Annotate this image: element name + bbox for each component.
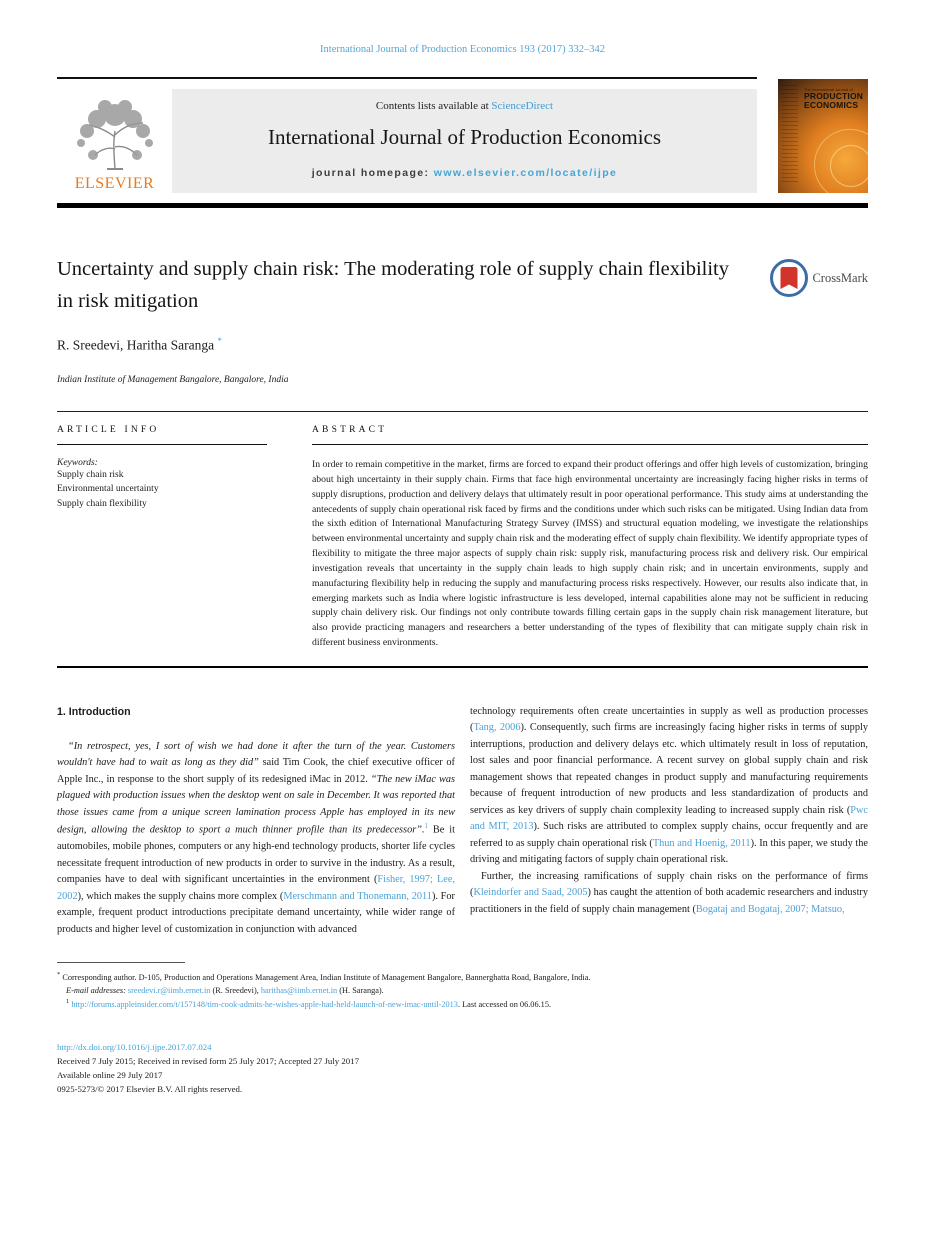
body-left-column	[57, 704, 455, 938]
doi-link[interactable]: http://dx.doi.org/10.1016/j.ijpe.2017.07.024	[57, 1042, 212, 1053]
cover-title-line1: PRODUCTION	[804, 91, 864, 101]
quote-text: “In retrospect, yes, I sort of wish we had done it after the turn of the year. Customers wouldn't have had to wait as long as they did”	[57, 740, 455, 769]
footnote-1-ref[interactable]: 1	[424, 822, 429, 831]
citation-link[interactable]: Thun and Hoenig, 2011	[652, 837, 751, 849]
crossmark-badge[interactable]	[770, 258, 868, 298]
article-title: Uncertainty and supply chain risk: The moderating role of supply chain flexibility in risk mitigation	[57, 258, 729, 312]
footnote-1	[57, 997, 868, 1012]
abstract-text: In order to remain competitive in the market, firms are forced to expand their product offerings and offer high levels of customization, bringing about high uncertainty in their supply chain. Firms that face high environmental uncertainty are increasingly facing higher risks in terms of supply disruptions, production and delivery delays that ultimately result in poor operational performance. This study aims at understanding the antecedents of supply chain operational risk faced by firms and the conditions under which such risks can be mitigated. Using Indian data from the sixth edition of International Manufacturing Strategy Survey (IMSS) and structural equation modeling, we investigate the relationships between environmental uncertainty and supply chain risk and the moderating effect of supply chain flexibility. We identify appropriate types of flexibility to mitigate the three major aspects of supply chain risk: supply risk, manufacturing process risk and delivery risk. Our empirical investigation reveals that uncertainty in the supply chain leads to high supply chain risk; and in uncertain environments, supply and manufacturing flexibility help in reducing the supply and manufacturing process risks respectively. However, our results also indicate that, in emerging markets such as India where logistic infrastructure is less developed, internal capabilities alone may not be sufficient in reducing supply chain delivery risk. Our findings not only contribute towards filling certain gaps in the supply chain risk management literature, but also provide practicing managers and researchers a better understanding of the types of flexibility that can mitigate supply chain risk in different business environments.	[312, 459, 868, 649]
email-link[interactable]: harithas@iimb.ernet.in	[260, 985, 338, 995]
available-online-line: Available online 29 July 2017	[57, 1070, 163, 1081]
journal-banner	[172, 89, 757, 193]
journal-cover-thumbnail[interactable]	[778, 79, 868, 193]
asterisk-mark: *	[57, 970, 61, 978]
citation-link[interactable]: Pwc and MIT, 2013	[470, 804, 868, 833]
intro-paragraph-1-continued	[470, 704, 868, 869]
title-zone	[57, 254, 868, 318]
elsevier-tree-icon	[73, 97, 157, 173]
citation-link[interactable]: Bogataj and Bogataj, 2007; Matsuo,	[695, 903, 845, 915]
contents-prefix: Contents lists available at	[375, 100, 492, 112]
abstract-header: ABSTRACT	[312, 425, 388, 436]
email-label: E-mail addresses:	[66, 985, 128, 995]
intro-paragraph-1	[57, 739, 455, 938]
email-footnote	[57, 985, 868, 998]
intro-paragraph-2	[470, 869, 868, 918]
article-info-column	[57, 425, 267, 651]
section-divider-rule	[57, 411, 868, 412]
cover-title-line2: ECONOMICS	[804, 99, 859, 110]
keyword-item: Supply chain flexibility	[57, 498, 147, 509]
journal-header	[57, 79, 868, 193]
body-text: ). In this paper, we study the driving and mitigating factors of supply chain operational risk.	[470, 837, 868, 866]
footnote-text: . Last accessed on 06.06.15.	[457, 1000, 552, 1010]
author-names: R. Sreedevi, Haritha Saranga	[57, 337, 215, 353]
footnote-url-link[interactable]: http://forums.appleinsider.com/t/157148/tim-cook-admits-he-wishes-apple-had-held-launch-of-new-imac-until-2013	[71, 1000, 458, 1010]
keywords-label: Keywords:	[57, 458, 98, 469]
homepage-prefix: journal homepage:	[311, 167, 434, 179]
footnote-1-mark: 1	[66, 998, 70, 1006]
body-text: said Tim Cook, the chief executive officer of Apple Inc., in response to the short supply of its redesigned iMac in 2012.	[57, 757, 455, 785]
abstract-bottom-rule	[57, 666, 868, 668]
cover-title-block	[804, 87, 865, 110]
quote-text: “The new iMac was plagued with production issues when the desktop went on sale in December. It was reported that those issues came from a unique screen lamination process Apple has employed in its new design, allowing the desktop to sport a much thinner profile than its predecessor”.	[57, 773, 455, 836]
authors-line	[57, 336, 868, 354]
body-text: ). For example, frequent product introductions precipitate demand uncertainty, while wider range of products and higher level of customization in conjunction with advanced	[57, 890, 455, 935]
body-text: ). Consequently, such firms are increasingly facing higher risks in terms of supply interruptions, production and delivery delays etc. which ultimately result in loss of reputation, lost sales and poor financial performance. A recent survey on global supply chain and risk management shows that repeated changes in product supply and manufacturing requirements because of frequent introduction of new products and less standardization of products and services as key drivers of supply chain complexity leading to increased supply chain risk (	[470, 722, 868, 816]
contents-line	[172, 100, 757, 112]
received-line: Received 7 July 2015; Received in revised form 25 July 2017; Accepted 27 July 2017	[57, 1056, 359, 1067]
citation-link[interactable]: Tang, 2006	[473, 722, 521, 734]
sciencedirect-link[interactable]: ScienceDirect	[491, 100, 554, 112]
email-link[interactable]: sreedevi.r@iimb.ernet.in	[127, 985, 211, 995]
crossmark-icon	[770, 259, 808, 297]
homepage-line	[172, 167, 757, 179]
footnote-text: (H. Saranga).	[337, 985, 384, 995]
citation-link[interactable]: Merschmann and Thonemann, 2011	[283, 890, 432, 902]
corresponding-author-mark[interactable]: *	[217, 335, 222, 346]
article-body	[57, 704, 868, 938]
footnote-text: (R. Sreedevi),	[210, 985, 261, 995]
body-right-column	[470, 704, 868, 938]
body-text: ). Such risks are attributed to complex supply chains, occur frequently and are referred to as supply chain operational risk (	[470, 821, 868, 849]
citation-link[interactable]: Fisher, 1997; Lee, 2002	[57, 874, 455, 902]
cover-top-label: The International Journal of	[804, 87, 853, 92]
footnote-rule	[57, 962, 185, 963]
body-text: ) has caught the attention of both academic researchers and industry practitioners in the field of supply chain management (	[470, 887, 869, 915]
journal-title: International Journal of Production Economics	[267, 125, 662, 149]
section-1-heading: 1. Introduction	[57, 706, 131, 718]
article-info-rule	[57, 444, 267, 445]
crossmark-label: CrossMark	[812, 270, 868, 285]
footnote-text: Corresponding author. D-105, Production and Operations Management Area, Indian Institute of Management Bangalore, Bannerghatta Road, Bangalore, India.	[60, 972, 591, 982]
cover-globe-ring-inner	[830, 145, 868, 187]
abstract-column	[312, 425, 868, 651]
article-footer	[57, 1040, 868, 1096]
abstract-rule	[312, 444, 868, 445]
citation-line: International Journal of Production Economics 193 (2017) 332–342	[320, 44, 605, 55]
corresponding-author-footnote	[57, 970, 868, 985]
cover-text-strip	[782, 85, 798, 185]
article-info-header: ARTICLE INFO	[57, 425, 160, 436]
affiliation-line: Indian Institute of Management Bangalore, Bangalore, India	[57, 375, 289, 386]
homepage-url-link[interactable]: www.elsevier.com/locate/ijpe	[433, 167, 618, 179]
citation-link[interactable]: Kleindorfer and Saad, 2005	[473, 887, 588, 899]
keyword-item: Environmental uncertainty	[57, 484, 159, 495]
column-gap	[267, 425, 312, 651]
header-bottom-rule	[57, 203, 868, 208]
keyword-item: Supply chain risk	[57, 470, 124, 481]
body-text: Be it automobiles, mobile phones, computers or any high-end technology products, shorter life cycles necessitate frequent introduction of new products in order to survive in the industry. As a result, companies have to deal with significant uncertainties in the environment (	[57, 824, 455, 886]
body-text: Further, the increasing ramifications of supply chain risks on the performance of firms (	[470, 870, 868, 899]
body-text: ), which makes the supply chains more complex (	[77, 890, 284, 902]
footnotes-zone	[57, 962, 868, 1012]
copyright-line: 0925-5273/© 2017 Elsevier B.V. All rights reserved.	[57, 1084, 243, 1095]
elsevier-wordmark: ELSEVIER	[74, 175, 155, 192]
body-text: technology requirements often create uncertainties in supply as well as production processes (	[470, 706, 868, 734]
elsevier-logo	[57, 89, 172, 193]
info-abstract-zone	[57, 425, 868, 651]
